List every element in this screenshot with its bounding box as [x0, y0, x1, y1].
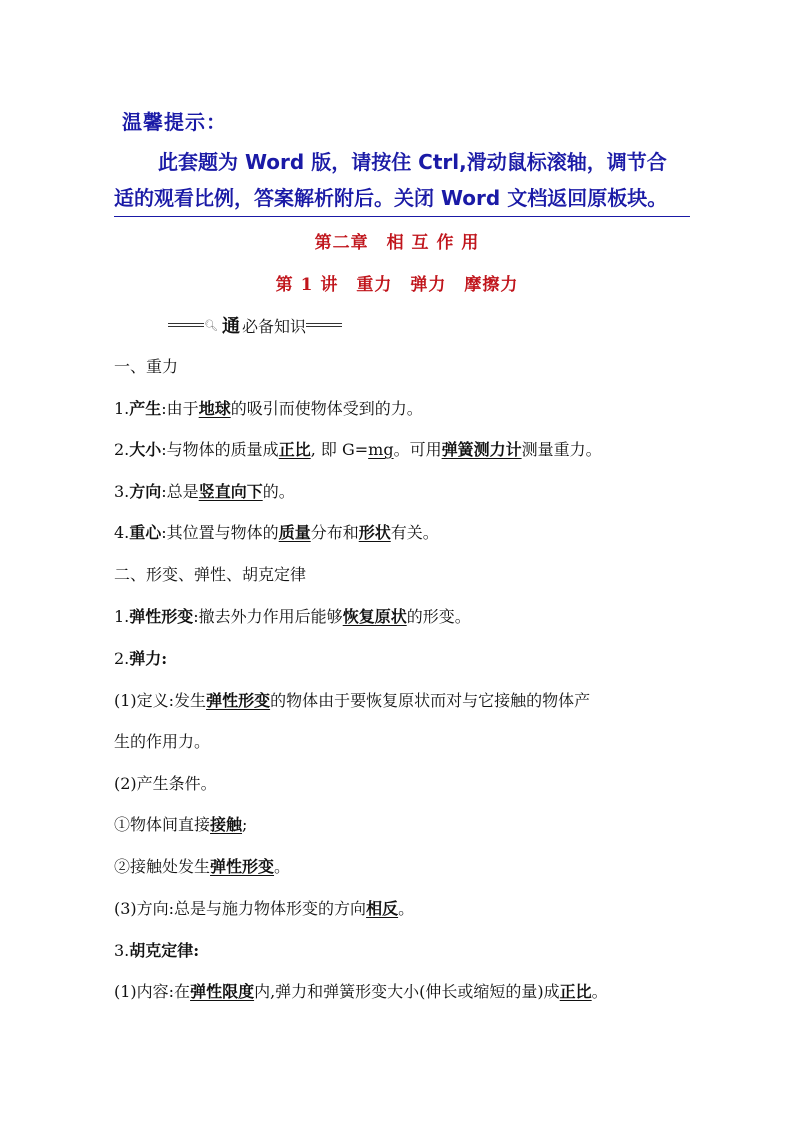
text: 的形变。 [406, 607, 471, 626]
key-term: 质量 [278, 523, 311, 542]
center-of-gravity [114, 522, 439, 544]
key-term: 相反 [366, 899, 399, 918]
item-number: 2. [114, 649, 130, 668]
tong-emblem-icon: 通 [221, 316, 240, 337]
text: ; [242, 815, 248, 834]
item-number: 4. [114, 523, 130, 542]
magnifier-icon: 🔍︎ [204, 318, 218, 332]
text: (3)方向:总是与施力物体形变的方向 [114, 899, 367, 918]
gravity-direction [114, 481, 295, 503]
key-term: 接触 [210, 815, 243, 834]
text: ①物体间直接 [114, 815, 211, 834]
key-term: 弹簧测力计 [441, 440, 522, 459]
section-heading [168, 312, 342, 338]
key-term: 正比 [278, 440, 311, 459]
key-term: 弹性限度 [190, 982, 255, 1001]
left-rule [168, 323, 204, 327]
item-number: 3. [114, 482, 130, 501]
key-term: 弹性形变 [210, 857, 275, 876]
text: :其位置与物体的 [161, 523, 279, 542]
key-term: 地球 [198, 399, 231, 418]
text: 。可用 [393, 440, 442, 459]
condition-1 [114, 814, 247, 836]
key-term: 恢复原状 [342, 607, 407, 626]
section-heading-label: 必备知识 [241, 316, 306, 336]
heading-deformation: 二、形变、弹性、胡克定律 [114, 565, 307, 584]
tip-line-2: 适的观看比例，答案解析附后。关闭 Word 文档返回原板块。 [114, 180, 690, 217]
text: 的物体由于要恢复原状而对与它接触的物体产 [270, 691, 591, 710]
elastic-force-definition [114, 690, 590, 712]
key-term: 弹性形变 [206, 691, 271, 710]
tip-title: 温馨提示： [122, 110, 227, 134]
text: : [161, 649, 168, 668]
item-number: 1. [114, 607, 130, 626]
item-term: 大小 [129, 440, 162, 459]
chapter-title: 第二章 相 互 作 用 [314, 233, 480, 253]
elastic-force-direction [114, 898, 414, 920]
elastic-force-heading [114, 648, 167, 670]
right-rule [306, 323, 342, 327]
text: :撤去外力作用后能够 [193, 607, 343, 626]
text: 内,弹力和弹簧形变大小(伸长或缩短的量)成 [254, 982, 560, 1001]
text: , 即 G= [310, 440, 369, 459]
conditions-heading: (2)产生条件。 [114, 774, 217, 793]
hookes-law-heading [114, 940, 199, 962]
text: :总是 [161, 482, 199, 501]
text: (1)内容:在 [114, 982, 191, 1001]
item-number: 3. [114, 941, 130, 960]
key-term: 竖直向下 [198, 482, 263, 501]
item-term: 胡克定律 [129, 941, 194, 960]
text: 。 [274, 857, 291, 876]
text: :由于 [161, 399, 199, 418]
item-number: 1. [114, 399, 130, 418]
text: 测量重力。 [521, 440, 602, 459]
hookes-law-content [114, 981, 608, 1003]
text: 分布和 [310, 523, 359, 542]
text: 有关。 [390, 523, 439, 542]
elastic-deformation [114, 606, 471, 628]
item-term: 重心 [129, 523, 162, 542]
item-term: 弹力 [129, 649, 162, 668]
key-term: 正比 [559, 982, 592, 1001]
gravity-origin [114, 398, 423, 420]
text: 。 [398, 899, 415, 918]
key-term: mg [368, 440, 394, 459]
text: (1)定义:发生 [114, 691, 207, 710]
heading-gravity: 一、重力 [114, 357, 179, 376]
text: : [193, 941, 200, 960]
item-term: 方向 [129, 482, 162, 501]
item-number: 2. [114, 440, 130, 459]
item-term: 产生 [129, 399, 162, 418]
text: 的。 [262, 482, 295, 501]
item-term: 弹性形变 [129, 607, 194, 626]
text: 。 [591, 982, 608, 1001]
condition-2 [114, 856, 290, 878]
text: ②接触处发生 [114, 857, 211, 876]
text: :与物体的质量成 [161, 440, 279, 459]
lesson-title: 第 1 讲 重力 弹力 摩擦力 [275, 275, 519, 295]
tip-body [114, 144, 694, 217]
text: 的吸引而使物体受到的力。 [230, 399, 423, 418]
elastic-force-definition-cont: 生的作用力。 [114, 732, 211, 751]
key-term: 形状 [358, 523, 391, 542]
gravity-magnitude [114, 439, 602, 461]
tip-line-1: 此套题为 Word 版，请按住 Ctrl,滑动鼠标滚轴，调节合 [158, 150, 667, 174]
